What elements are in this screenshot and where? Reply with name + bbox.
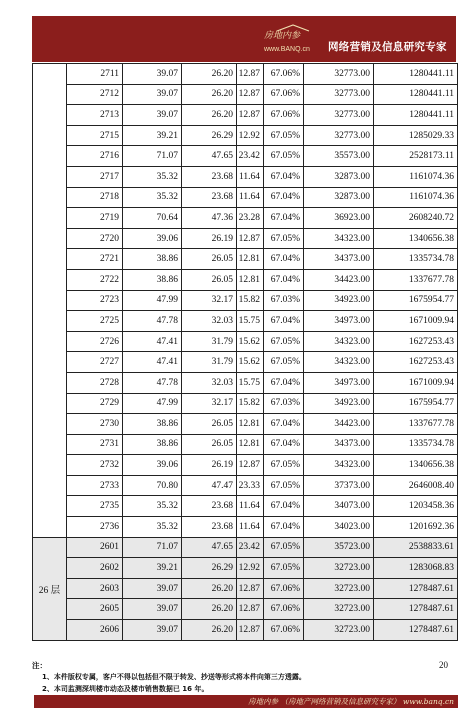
table-cell: 67.05% [264,475,304,496]
table-cell: 26.20 [182,64,237,85]
table-cell: 47.41 [123,352,182,373]
table-row [33,331,458,352]
table-cell: 2608240.72 [374,208,458,229]
table-cell: 1627253.43 [374,352,458,373]
table-cell: 67.05% [264,228,304,249]
table-cell: 26.29 [182,558,237,579]
table-cell: 2722 [67,269,123,290]
table-cell: 67.04% [264,311,304,332]
table-cell: 2721 [67,249,123,270]
table-cell: 1280441.11 [374,64,458,85]
table-cell: 67.05% [264,537,304,558]
table-cell: 34923.00 [304,290,374,311]
table-cell: 1671009.94 [374,311,458,332]
table-cell: 47.65 [182,537,237,558]
table-row [33,84,458,105]
table-cell: 34023.00 [304,517,374,538]
table-cell: 70.64 [123,208,182,229]
table-cell: 1671009.94 [374,372,458,393]
table-cell: 2728 [67,372,123,393]
table-cell: 11.64 [237,187,264,208]
table-cell: 37373.00 [304,475,374,496]
table-cell: 26.05 [182,269,237,290]
table-cell: 23.33 [237,475,264,496]
table-cell: 26.19 [182,455,237,476]
table-cell: 12.81 [237,269,264,290]
table-cell: 47.78 [123,311,182,332]
table-cell: 39.07 [123,64,182,85]
table-cell: 47.36 [182,208,237,229]
table-cell: 34973.00 [304,372,374,393]
table-cell: 67.05% [264,455,304,476]
table-cell: 2727 [67,352,123,373]
table-cell: 12.81 [237,434,264,455]
table-cell: 34973.00 [304,311,374,332]
table-cell: 32.03 [182,311,237,332]
table-cell: 1278487.61 [374,578,458,599]
table-cell: 31.79 [182,352,237,373]
table-row [33,166,458,187]
table-cell: 32723.00 [304,578,374,599]
table-cell: 47.65 [182,146,237,167]
table-cell: 26.05 [182,414,237,435]
table-row [33,311,458,332]
table-cell: 67.06% [264,620,304,641]
table-cell: 15.82 [237,290,264,311]
table-cell: 1203458.36 [374,496,458,517]
table-cell: 67.04% [264,187,304,208]
table-cell: 26.20 [182,578,237,599]
table-row [33,496,458,517]
table-row [33,290,458,311]
table-cell: 35.32 [123,517,182,538]
table-row [33,414,458,435]
table-cell: 23.68 [182,517,237,538]
table-row [33,146,458,167]
table-cell: 12.81 [237,249,264,270]
table-cell: 12.87 [237,84,264,105]
table-cell: 47.41 [123,331,182,352]
table-cell: 32773.00 [304,64,374,85]
table-cell: 67.06% [264,599,304,620]
table-cell: 26.19 [182,228,237,249]
table-cell: 12.81 [237,414,264,435]
floor-cell-27 [33,64,67,538]
table-cell: 39.06 [123,228,182,249]
table-row [33,475,458,496]
table-cell: 2716 [67,146,123,167]
table-cell: 23.68 [182,166,237,187]
table-cell: 67.03% [264,290,304,311]
note-monitoring: 2、本司监测深圳楼市动态及楼市销售数据已 16 年。 [42,685,209,693]
table-cell: 12.87 [237,578,264,599]
table-cell: 23.68 [182,496,237,517]
table-cell: 67.04% [264,434,304,455]
table-row [33,208,458,229]
banq-logo [264,24,322,58]
table-cell: 15.75 [237,372,264,393]
table-cell: 11.64 [237,166,264,187]
table-cell: 15.62 [237,331,264,352]
table-cell: 67.05% [264,352,304,373]
table-cell: 11.64 [237,496,264,517]
table-cell: 47.99 [123,393,182,414]
table-cell: 2605 [67,599,123,620]
table-cell: 2711 [67,64,123,85]
table-cell: 1335734.78 [374,249,458,270]
table-cell: 12.87 [237,599,264,620]
table-cell: 34073.00 [304,496,374,517]
logo-text: 房地内参 [264,30,301,40]
table-cell: 2732 [67,455,123,476]
table-cell: 26.20 [182,620,237,641]
table-row [33,434,458,455]
floor-label-26: 26 层 [33,537,67,640]
table-cell: 2528173.11 [374,146,458,167]
table-cell: 2601 [67,537,123,558]
table-cell: 39.07 [123,578,182,599]
table-cell: 1285029.33 [374,125,458,146]
table-cell: 12.87 [237,620,264,641]
table-row [33,372,458,393]
table-row [33,537,458,558]
table-row [33,599,458,620]
note-heading: 注： [32,661,47,670]
table-cell: 12.92 [237,558,264,579]
table-cell: 32873.00 [304,166,374,187]
table-cell: 1340656.38 [374,228,458,249]
table-cell: 1280441.11 [374,105,458,126]
table-cell: 12.87 [237,64,264,85]
table-cell: 47.78 [123,372,182,393]
table-cell: 1675954.77 [374,393,458,414]
table-cell: 38.86 [123,434,182,455]
table-cell: 15.82 [237,393,264,414]
table-cell: 47.99 [123,290,182,311]
table-cell: 34923.00 [304,393,374,414]
table-cell: 38.86 [123,269,182,290]
table-cell: 39.07 [123,620,182,641]
table-cell: 67.04% [264,414,304,435]
table-cell: 12.92 [237,125,264,146]
page-number: 20 [439,660,448,670]
table-cell: 67.04% [264,208,304,229]
table-row [33,578,458,599]
table-cell: 23.42 [237,146,264,167]
note-copyright: 1、本件版权专属，客户不得以包括但不限于转发、抄送等形式将本件向第三方透露。 [42,673,306,681]
table-cell: 34423.00 [304,269,374,290]
table-row [33,125,458,146]
table-cell: 2733 [67,475,123,496]
table-cell: 67.05% [264,331,304,352]
table-cell: 2719 [67,208,123,229]
logo-url: www.BANQ.cn [264,46,310,53]
table-row [33,228,458,249]
table-cell: 67.04% [264,517,304,538]
table-cell: 35723.00 [304,537,374,558]
table-cell: 67.06% [264,64,304,85]
table-cell: 1280441.11 [374,84,458,105]
table-cell: 34323.00 [304,352,374,373]
table-cell: 12.87 [237,228,264,249]
table-cell: 67.06% [264,105,304,126]
table-cell: 67.05% [264,558,304,579]
table-cell: 47.47 [182,475,237,496]
table-cell: 2730 [67,414,123,435]
table-cell: 1278487.61 [374,620,458,641]
table-cell: 35.32 [123,166,182,187]
table-cell: 1278487.61 [374,599,458,620]
table-cell: 34373.00 [304,249,374,270]
table-cell: 26.20 [182,105,237,126]
table-cell: 2717 [67,166,123,187]
table-cell: 35573.00 [304,146,374,167]
table-row [33,393,458,414]
table-cell: 2731 [67,434,123,455]
footer-bar: 房地内参 （房地产网络营销及信息研究专家） www.banq.cn [34,695,458,708]
table-cell: 32773.00 [304,105,374,126]
table-row [33,455,458,476]
header-title: 网络营销及信息研究专家 [328,41,447,53]
table-cell: 15.62 [237,352,264,373]
table-cell: 31.79 [182,331,237,352]
table-cell: 67.04% [264,372,304,393]
table-cell: 1201692.36 [374,517,458,538]
table-cell: 2725 [67,311,123,332]
table-cell: 23.28 [237,208,264,229]
table-cell: 67.06% [264,84,304,105]
table-cell: 32.17 [182,393,237,414]
table-cell: 35.32 [123,496,182,517]
table-cell: 23.68 [182,187,237,208]
table-cell: 1340656.38 [374,455,458,476]
table-cell: 34423.00 [304,414,374,435]
table-cell: 32723.00 [304,599,374,620]
table-cell: 35.32 [123,187,182,208]
table-cell: 1161074.36 [374,187,458,208]
table-cell: 1283068.83 [374,558,458,579]
table-cell: 67.06% [264,578,304,599]
table-cell: 32723.00 [304,558,374,579]
table-cell: 11.64 [237,517,264,538]
table-cell: 2713 [67,105,123,126]
table-cell: 34323.00 [304,228,374,249]
table-cell: 71.07 [123,146,182,167]
table-cell: 2718 [67,187,123,208]
unit-price-table [32,63,458,641]
table-cell: 2538833.61 [374,537,458,558]
table-cell: 2735 [67,496,123,517]
table-cell: 67.03% [264,393,304,414]
table-cell: 67.04% [264,269,304,290]
table-cell: 15.75 [237,311,264,332]
table-cell: 1161074.36 [374,166,458,187]
table-cell: 26.20 [182,599,237,620]
footer [32,660,462,708]
table-cell: 67.04% [264,496,304,517]
table-cell: 2723 [67,290,123,311]
table-cell: 1337677.78 [374,269,458,290]
table-cell: 39.07 [123,84,182,105]
table-cell: 23.42 [237,537,264,558]
table-row [33,105,458,126]
table-cell: 39.07 [123,599,182,620]
table-cell: 67.05% [264,125,304,146]
table-cell: 67.05% [264,146,304,167]
table-cell: 2736 [67,517,123,538]
table-cell: 2603 [67,578,123,599]
table-cell: 12.87 [237,105,264,126]
table-cell: 71.07 [123,537,182,558]
table-cell: 2715 [67,125,123,146]
table-cell: 32.17 [182,290,237,311]
table-cell: 2712 [67,84,123,105]
table-cell: 2726 [67,331,123,352]
table-cell: 39.21 [123,558,182,579]
table-cell: 26.20 [182,84,237,105]
table-cell: 39.06 [123,455,182,476]
table-row [33,352,458,373]
table-cell: 67.04% [264,166,304,187]
table-row [33,620,458,641]
table-cell: 2646008.40 [374,475,458,496]
table-cell: 2729 [67,393,123,414]
table-cell: 67.04% [264,249,304,270]
table-cell: 2606 [67,620,123,641]
table-cell: 1675954.77 [374,290,458,311]
table-cell: 2602 [67,558,123,579]
table-row [33,517,458,538]
table-cell: 32773.00 [304,125,374,146]
table-cell: 32.03 [182,372,237,393]
table-cell: 2720 [67,228,123,249]
table-row [33,269,458,290]
table-cell: 39.07 [123,105,182,126]
table-cell: 34323.00 [304,331,374,352]
table-cell: 1335734.78 [374,434,458,455]
table-cell: 1627253.43 [374,331,458,352]
table-row [33,558,458,579]
table-cell: 1337677.78 [374,414,458,435]
table-cell: 26.29 [182,125,237,146]
table-cell: 32723.00 [304,620,374,641]
table-cell: 32873.00 [304,187,374,208]
table-cell: 26.05 [182,249,237,270]
table-cell: 34323.00 [304,455,374,476]
table-cell: 38.86 [123,249,182,270]
table-cell: 36923.00 [304,208,374,229]
table-row [33,249,458,270]
table-cell: 39.21 [123,125,182,146]
table-row [33,187,458,208]
table-row [33,64,458,85]
table-cell: 34373.00 [304,434,374,455]
table-cell: 32773.00 [304,84,374,105]
table-cell: 38.86 [123,414,182,435]
table-cell: 26.05 [182,434,237,455]
header-banner [32,16,456,62]
table-cell: 70.80 [123,475,182,496]
table-cell: 12.87 [237,455,264,476]
